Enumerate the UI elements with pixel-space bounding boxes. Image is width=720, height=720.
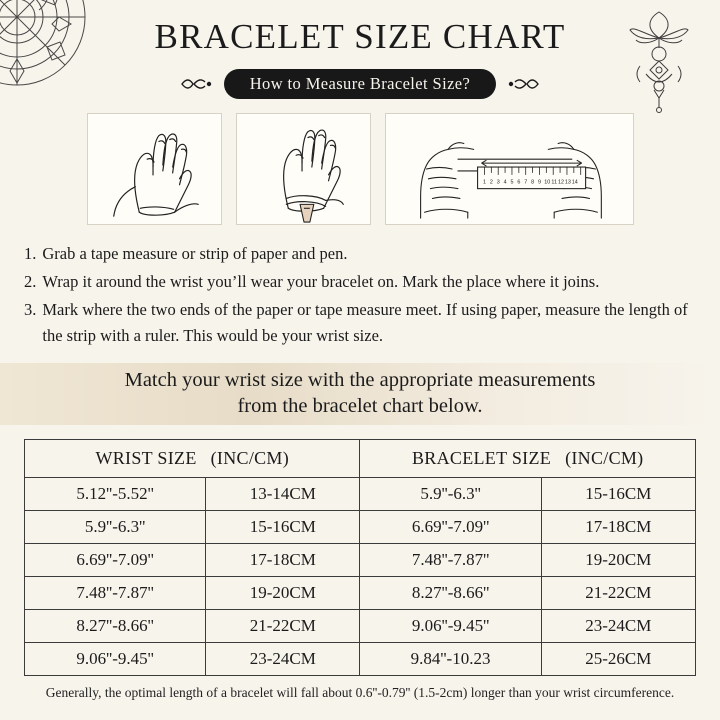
svg-text:14: 14 (571, 179, 578, 186)
wrist-cm-cell: 23-24CM (206, 642, 360, 675)
instruction-steps (24, 241, 696, 349)
hands-measuring-with-ruler-illustration (385, 113, 634, 225)
table-row (25, 510, 696, 543)
step-text: Grab a tape measure or strip of paper and pen. (42, 243, 348, 263)
wrist-inches-cell: 8.27''-8.66'' (25, 609, 206, 642)
bracelet-cm-cell: 21-22CM (541, 576, 695, 609)
banner-line-1: Match your wrist size with the appropriate measurements (124, 369, 596, 392)
wrist-inches-cell: 9.06''-9.45'' (25, 642, 206, 675)
table-row (25, 576, 696, 609)
bracelet-cm-cell: 25-26CM (541, 642, 695, 675)
bracelet-cm-cell: 23-24CM (541, 609, 695, 642)
wrist-size-header-unit: (INC/CM) (210, 447, 290, 468)
size-chart-table (24, 439, 696, 676)
banner-line-2: from the bracelet chart below. (237, 394, 483, 417)
step-text: Mark where the two ends of the paper or tape measure meet. If using paper, measure the length of the strip with a ruler. This would be your wrist size. (42, 299, 688, 345)
bracelet-size-header-unit: (INC/CM) (565, 447, 644, 468)
table-row (25, 477, 696, 510)
svg-text:10: 10 (543, 179, 550, 186)
step-number: 3. (24, 299, 37, 319)
svg-text:2: 2 (489, 179, 493, 186)
footer-note: Generally, the optimal length of a bracelet will fall about 0.6''-0.79'' (1.5-2cm) longer than your wrist circumference. (45, 684, 675, 700)
svg-text:3: 3 (496, 179, 500, 186)
wrist-inches-cell: 6.69''-7.09'' (25, 543, 206, 576)
step-text: Wrap it around the wrist you’ll wear your bracelet on. Mark the place where it joins. (42, 271, 600, 291)
match-size-banner (0, 363, 720, 425)
bracelet-size-header (360, 439, 696, 477)
flourish-left-icon (180, 74, 214, 94)
svg-text:12: 12 (557, 179, 564, 186)
wrist-cm-cell: 13-14CM (206, 477, 360, 510)
bracelet-inches-cell: 9.06''-9.45'' (360, 609, 541, 642)
wrist-inches-cell: 5.12''-5.52'' (25, 477, 206, 510)
hand-wrapping-wrist-illustration (236, 113, 371, 225)
wrist-size-header (25, 439, 360, 477)
bracelet-inches-cell: 5.9''-6.3'' (360, 477, 541, 510)
wrist-size-header-main: WRIST SIZE (95, 447, 197, 468)
illustration-row (0, 113, 720, 225)
flourish-right-icon (506, 74, 540, 94)
svg-text:11: 11 (550, 179, 557, 186)
bracelet-cm-cell: 17-18CM (541, 510, 695, 543)
wrist-cm-cell: 17-18CM (206, 543, 360, 576)
bracelet-inches-cell: 6.69''-7.09'' (360, 510, 541, 543)
step-number: 1. (24, 243, 37, 263)
subtitle-badge: How to Measure Bracelet Size? (224, 69, 497, 99)
step-number: 2. (24, 271, 37, 291)
wrist-inches-cell: 5.9''-6.3'' (25, 510, 206, 543)
table-header-row (25, 439, 696, 477)
bracelet-inches-cell: 8.27''-8.66'' (360, 576, 541, 609)
svg-text:6: 6 (516, 179, 520, 186)
bracelet-inches-cell: 9.84''-10.23 (360, 642, 541, 675)
wrist-cm-cell: 21-22CM (206, 609, 360, 642)
wrist-cm-cell: 19-20CM (206, 576, 360, 609)
wrist-cm-cell: 15-16CM (206, 510, 360, 543)
list-item (24, 241, 696, 267)
svg-text:9: 9 (537, 179, 541, 186)
subtitle-row (0, 69, 720, 99)
bracelet-inches-cell: 7.48''-7.87'' (360, 543, 541, 576)
svg-text:5: 5 (509, 179, 513, 186)
hand-with-tape-measure-illustration (87, 113, 222, 225)
bracelet-size-header-main: BRACELET SIZE (412, 447, 552, 468)
table-row (25, 609, 696, 642)
bracelet-cm-cell: 15-16CM (541, 477, 695, 510)
table-row (25, 642, 696, 675)
svg-text:13: 13 (564, 179, 571, 186)
list-item (24, 269, 696, 295)
svg-text:7: 7 (523, 179, 527, 186)
svg-text:8: 8 (530, 179, 534, 186)
bracelet-cm-cell: 19-20CM (541, 543, 695, 576)
svg-text:4: 4 (503, 179, 507, 186)
svg-text:1: 1 (482, 179, 486, 186)
page-title: BRACELET SIZE CHART (154, 17, 566, 56)
table-row (25, 543, 696, 576)
list-item (24, 297, 696, 349)
wrist-inches-cell: 7.48''-7.87'' (25, 576, 206, 609)
